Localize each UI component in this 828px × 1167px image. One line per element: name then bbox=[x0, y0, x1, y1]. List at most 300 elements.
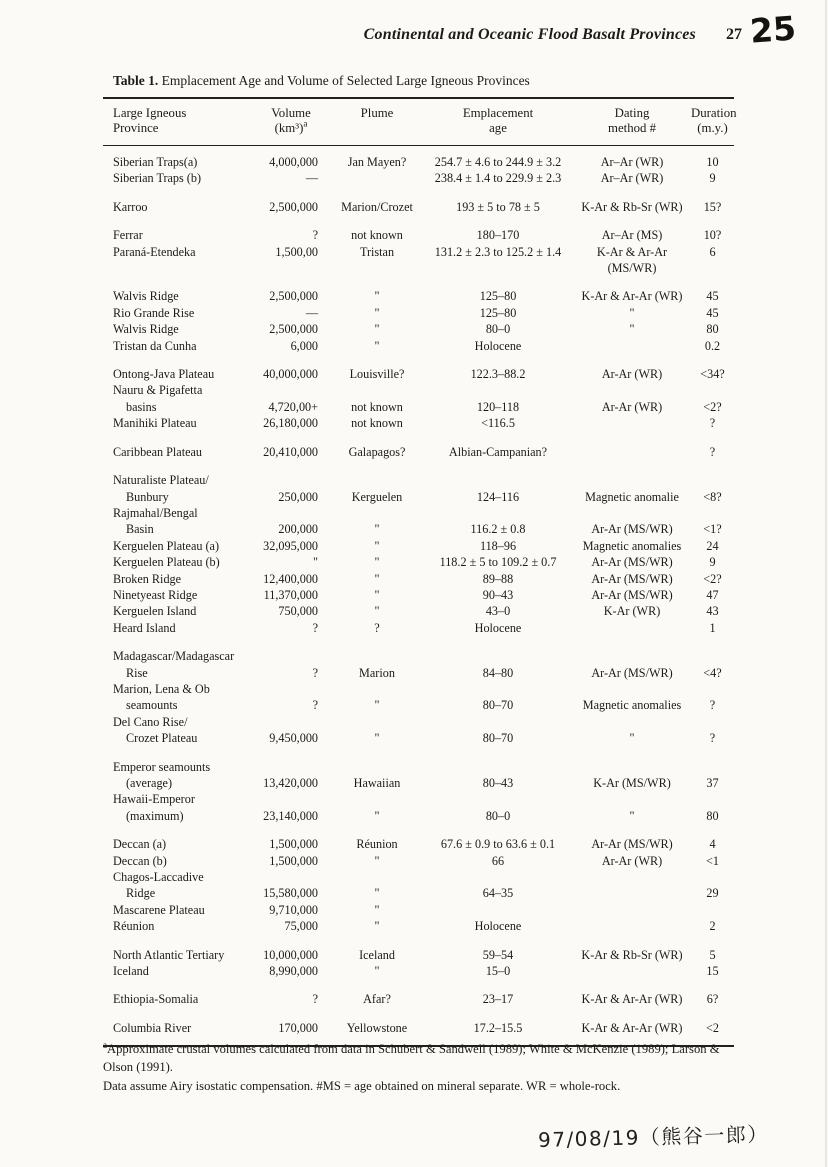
cell-plume: Réunion bbox=[356, 837, 398, 852]
cell-dating-method: " bbox=[629, 305, 635, 320]
cell-age: 238.4 ± 1.4 to 229.9 ± 2.3 bbox=[434, 171, 562, 186]
header-province-line1: Large Igneous bbox=[113, 106, 187, 120]
cell-province: Manihiki Plateau bbox=[113, 416, 197, 431]
cell-duration: 9 bbox=[709, 171, 716, 186]
cell-volume: ? bbox=[312, 620, 318, 635]
cell-duration: 6 bbox=[709, 244, 716, 259]
cell-volume: 750,000 bbox=[278, 604, 318, 619]
cell-dating-method: Ar-Ar (WR) bbox=[601, 367, 663, 382]
cell-duration: 37 bbox=[706, 776, 719, 790]
table-row bbox=[103, 791, 734, 807]
table-row bbox=[103, 991, 734, 1007]
cell-dating-method bbox=[573, 681, 691, 697]
cell-age: 89–88 bbox=[482, 571, 514, 586]
cell-plume bbox=[331, 170, 423, 186]
cell-duration bbox=[691, 648, 734, 664]
cell-plume: " bbox=[374, 964, 380, 979]
cell-plume: " bbox=[374, 338, 380, 353]
cell-plume bbox=[331, 681, 423, 697]
cell-age: 254.7 ± 4.6 to 244.9 ± 3.2 bbox=[434, 155, 562, 169]
cell-dating-method: Ar-Ar (MS/WR) bbox=[591, 665, 673, 680]
handwritten-date-note: 97/08/19（熊谷一郎） bbox=[537, 1121, 770, 1153]
table-row bbox=[103, 521, 734, 537]
cell-plume bbox=[331, 714, 423, 730]
cell-volume: 200,000 bbox=[278, 522, 318, 537]
cell-age: 80–70 bbox=[482, 698, 514, 713]
page-number: 27 bbox=[726, 26, 742, 43]
cell-province: Ethiopia-Somalia bbox=[113, 992, 199, 1007]
header-plume-line1: Plume bbox=[360, 106, 394, 120]
running-title: Continental and Oceanic Flood Basalt Provinces bbox=[363, 26, 696, 43]
cell-plume: " bbox=[374, 919, 380, 934]
cell-dating-method: K-Ar & Ar-Ar (MS/WR) bbox=[596, 244, 668, 276]
table-row bbox=[103, 170, 734, 186]
header-age-line1: Emplacement bbox=[462, 106, 534, 120]
cell-age bbox=[423, 714, 573, 730]
cell-province: Bunbury bbox=[126, 489, 169, 504]
cell-volume: 2,500,000 bbox=[269, 289, 318, 304]
volume-footnote-marker: a bbox=[303, 118, 308, 129]
cell-plume bbox=[331, 472, 423, 488]
cell-duration: <2 bbox=[706, 1020, 719, 1035]
table-caption-text: Emplacement Age and Volume of Selected Large Igneous Provinces bbox=[158, 73, 530, 88]
cell-duration bbox=[691, 505, 734, 521]
cell-province: North Atlantic Tertiary bbox=[113, 947, 225, 962]
cell-duration: <8? bbox=[703, 489, 722, 504]
cell-plume: " bbox=[374, 289, 380, 304]
cell-dating-method: Magnetic anomalie bbox=[585, 489, 679, 504]
cell-duration: 80 bbox=[706, 322, 719, 337]
cell-age: 23–17 bbox=[482, 992, 514, 1007]
table-row bbox=[103, 415, 734, 431]
cell-province: Basin bbox=[126, 522, 154, 537]
cell-province: Mascarene Plateau bbox=[113, 902, 205, 917]
cell-age bbox=[423, 902, 573, 918]
cell-volume: 4,720,00+ bbox=[268, 399, 318, 414]
cell-plume: " bbox=[374, 902, 380, 917]
cell-dating-method: K-Ar & Ar-Ar (WR) bbox=[581, 289, 683, 304]
cell-age: 193 ± 5 to 78 ± 5 bbox=[456, 199, 540, 214]
cell-dating-method: Ar–Ar (WR) bbox=[600, 155, 664, 169]
table-row bbox=[103, 869, 734, 885]
table-row bbox=[103, 305, 734, 321]
cell-dating-method: Ar-Ar (WR) bbox=[601, 853, 663, 868]
cell-province: Ferrar bbox=[113, 228, 143, 243]
cell-province: Emperor seamounts bbox=[113, 759, 211, 774]
cell-province: (maximum) bbox=[126, 808, 184, 823]
cell-plume: " bbox=[374, 587, 380, 602]
cell-age bbox=[423, 472, 573, 488]
cell-dating-method bbox=[573, 714, 691, 730]
table-row bbox=[103, 1020, 734, 1036]
cell-duration: 15 bbox=[706, 964, 719, 979]
cell-dating-method: Magnetic anomalies bbox=[582, 698, 682, 713]
cell-duration: <2? bbox=[703, 399, 722, 414]
table-row bbox=[103, 853, 734, 869]
cell-volume: 10,000,000 bbox=[263, 947, 318, 962]
cell-volume bbox=[251, 382, 331, 398]
cell-province: Deccan (b) bbox=[113, 853, 167, 868]
cell-age: 118–96 bbox=[479, 538, 517, 553]
table-row bbox=[103, 227, 734, 243]
table-group-gap bbox=[103, 1008, 734, 1020]
cell-province: Madagascar/Madagascar bbox=[113, 649, 235, 664]
table-body bbox=[103, 146, 734, 1045]
table-caption bbox=[113, 73, 530, 89]
cell-province: Ridge bbox=[126, 886, 156, 901]
cell-dating-method: K-Ar & Ar-Ar (WR) bbox=[581, 1020, 683, 1035]
header-duration-line1: Duration bbox=[691, 106, 737, 120]
table-row bbox=[103, 554, 734, 570]
cell-duration bbox=[691, 681, 734, 697]
cell-dating-method: K-Ar (WR) bbox=[603, 604, 661, 619]
cell-plume: " bbox=[374, 698, 380, 713]
header-duration bbox=[691, 106, 737, 136]
cell-duration: 4 bbox=[709, 837, 716, 852]
cell-plume: " bbox=[374, 571, 380, 586]
cell-age: 43–0 bbox=[485, 604, 511, 619]
table-header-row bbox=[103, 99, 737, 145]
cell-age: 59–54 bbox=[482, 947, 514, 962]
cell-dating-method bbox=[573, 869, 691, 885]
footnote-volumes: $^a$Approximate crustal volumes calculated from data in Schubert & Sandwell (1989); White & McKenzie (1989); Larson & Olson (1991). bbox=[103, 1039, 720, 1074]
cell-volume: — bbox=[305, 305, 318, 320]
cell-province: Heard Island bbox=[113, 620, 176, 635]
cell-plume: ? bbox=[374, 620, 380, 635]
cell-volume: 32,095,000 bbox=[263, 538, 318, 553]
cell-age: Holocene bbox=[474, 338, 522, 353]
cell-age: 116.2 ± 0.8 bbox=[470, 522, 526, 537]
cell-age: 80–0 bbox=[485, 322, 511, 337]
table-row bbox=[103, 366, 734, 382]
table-row bbox=[103, 399, 734, 415]
cell-plume: Marion bbox=[359, 665, 395, 680]
cell-duration: 0.2 bbox=[704, 338, 721, 353]
header-plume bbox=[331, 106, 423, 136]
cell-plume: Iceland bbox=[359, 947, 395, 962]
cell-volume: 13,420,000 bbox=[263, 776, 318, 790]
cell-dating-method: K-Ar & Rb-Sr (WR) bbox=[581, 947, 683, 962]
cell-province: Kerguelen Island bbox=[113, 604, 197, 619]
table-row bbox=[103, 665, 734, 681]
cell-dating-method bbox=[573, 505, 691, 521]
cell-volume: 15,580,000 bbox=[263, 886, 318, 901]
table-group-gap bbox=[103, 979, 734, 991]
cell-plume bbox=[331, 382, 423, 398]
cell-plume: Tristan bbox=[359, 244, 395, 259]
cell-dating-method: Ar-Ar (WR) bbox=[601, 399, 663, 414]
cell-duration: 6? bbox=[706, 992, 719, 1007]
table-group-gap bbox=[103, 824, 734, 836]
cell-province: Walvis Ridge bbox=[113, 322, 179, 337]
cell-plume: " bbox=[374, 604, 380, 619]
header-age-line2: age bbox=[489, 121, 507, 135]
header-province-line2: Province bbox=[113, 121, 159, 135]
header-duration-line2: (m.y.) bbox=[697, 121, 728, 135]
cell-volume: 9,710,000 bbox=[269, 902, 318, 917]
cell-province: Ontong-Java Plateau bbox=[113, 367, 215, 382]
cell-volume: 1,500,000 bbox=[269, 853, 318, 868]
table-group-gap bbox=[103, 276, 734, 288]
table-row bbox=[103, 808, 734, 824]
cell-dating-method bbox=[573, 415, 691, 431]
cell-duration: 80 bbox=[706, 808, 719, 823]
table bbox=[103, 97, 737, 1047]
cell-plume bbox=[331, 648, 423, 664]
cell-plume: not known bbox=[351, 228, 403, 243]
cell-dating-method: Ar–Ar (MS) bbox=[601, 228, 663, 243]
cell-age bbox=[423, 505, 573, 521]
header-method bbox=[573, 106, 691, 136]
cell-province: Chagos-Laccadive bbox=[113, 870, 204, 885]
cell-duration bbox=[691, 791, 734, 807]
cell-volume: 6,000 bbox=[290, 338, 318, 353]
cell-volume: 1,500,00 bbox=[275, 244, 318, 259]
header-volume-line2: $(km^3)^a$ bbox=[274, 118, 308, 135]
cell-duration: <4? bbox=[703, 665, 722, 680]
cell-age: 125–80 bbox=[479, 305, 517, 320]
cell-age: 180–170 bbox=[476, 228, 520, 243]
cell-age bbox=[423, 648, 573, 664]
table-row bbox=[103, 587, 734, 603]
cell-volume: ? bbox=[312, 228, 318, 243]
cell-age: 124–116 bbox=[476, 489, 520, 504]
cell-dating-method bbox=[573, 472, 691, 488]
cell-duration: 2 bbox=[709, 919, 716, 934]
cell-age: 84–80 bbox=[482, 665, 514, 680]
table-row bbox=[103, 759, 734, 775]
cell-age: 80–70 bbox=[482, 731, 514, 746]
table-row bbox=[103, 603, 734, 619]
cell-plume bbox=[331, 791, 423, 807]
cell-volume: 170,000 bbox=[278, 1020, 318, 1035]
cell-province: seamounts bbox=[126, 698, 178, 713]
cell-volume: ? bbox=[312, 698, 318, 713]
cell-province: basins bbox=[126, 399, 157, 414]
cell-duration: <34? bbox=[700, 367, 725, 382]
table-row bbox=[103, 836, 734, 852]
table-row bbox=[103, 489, 734, 505]
cell-dating-method: K-Ar (MS/WR) bbox=[593, 776, 671, 790]
cell-province: Columbia River bbox=[113, 1020, 192, 1035]
cell-province: Kerguelen Plateau (b) bbox=[113, 555, 220, 570]
cell-duration bbox=[691, 759, 734, 775]
table-row bbox=[103, 775, 734, 791]
cell-age: 64–35 bbox=[482, 886, 514, 901]
cell-duration: 45 bbox=[706, 305, 719, 320]
cell-duration: 15? bbox=[703, 199, 722, 214]
cell-province: Hawaii-Emperor bbox=[113, 792, 195, 807]
table-row bbox=[103, 885, 734, 901]
cell-volume: 9,450,000 bbox=[269, 731, 318, 746]
cell-volume bbox=[251, 791, 331, 807]
cell-duration: 45 bbox=[706, 289, 719, 304]
cell-plume: Afar? bbox=[363, 992, 391, 1007]
cell-plume: " bbox=[374, 808, 380, 823]
cell-plume bbox=[331, 759, 423, 775]
cell-age bbox=[423, 759, 573, 775]
cell-duration bbox=[691, 869, 734, 885]
cell-dating-method bbox=[573, 620, 691, 636]
cell-volume bbox=[251, 681, 331, 697]
table-group-gap bbox=[103, 747, 734, 759]
cell-duration: ? bbox=[709, 416, 716, 431]
cell-plume bbox=[331, 869, 423, 885]
cell-duration: 10 bbox=[706, 155, 719, 169]
cell-dating-method bbox=[573, 648, 691, 664]
cell-dating-method bbox=[573, 902, 691, 918]
cell-duration bbox=[691, 714, 734, 730]
cell-province: Broken Ridge bbox=[113, 571, 182, 586]
table-row bbox=[103, 620, 734, 636]
cell-province: Paraná-Etendeka bbox=[113, 244, 196, 259]
cell-dating-method bbox=[573, 382, 691, 398]
cell-volume: ? bbox=[312, 992, 318, 1007]
header-age bbox=[423, 106, 573, 136]
table-group-gap bbox=[103, 935, 734, 947]
cell-plume: " bbox=[374, 886, 380, 901]
cell-age bbox=[423, 382, 573, 398]
cell-province: Nauru & Pigafetta bbox=[113, 383, 203, 398]
table-row bbox=[103, 571, 734, 587]
cell-plume: " bbox=[374, 305, 380, 320]
cell-province: Caribbean Plateau bbox=[113, 444, 203, 459]
cell-dating-method bbox=[573, 963, 691, 979]
cell-volume bbox=[251, 714, 331, 730]
cell-plume: not known bbox=[351, 399, 403, 414]
cell-plume bbox=[331, 505, 423, 521]
cell-dating-method bbox=[573, 885, 691, 901]
cell-province: (average) bbox=[126, 776, 173, 790]
cell-plume: Hawaiian bbox=[353, 776, 401, 790]
cell-duration: 5 bbox=[709, 947, 716, 962]
cell-plume: Galapagos? bbox=[348, 444, 406, 459]
table-row bbox=[103, 681, 734, 697]
cell-province: Tristan da Cunha bbox=[113, 338, 197, 353]
cell-dating-method: Ar-Ar (MS/WR) bbox=[591, 571, 673, 586]
cell-duration bbox=[691, 382, 734, 398]
footnote-methods: Data assume Airy isostatic compensation. #MS = age obtained on mineral separate. WR = whole-rock. bbox=[103, 1079, 621, 1093]
cell-duration bbox=[691, 902, 734, 918]
cell-province: Del Cano Rise/ bbox=[113, 714, 188, 729]
table-row bbox=[103, 648, 734, 664]
table-row bbox=[103, 154, 734, 170]
cell-duration: <1 bbox=[706, 853, 719, 868]
table-group-gap bbox=[103, 215, 734, 227]
cell-age bbox=[423, 869, 573, 885]
cell-volume: 2,500,000 bbox=[269, 322, 318, 337]
cell-plume: " bbox=[374, 522, 380, 537]
footnote-marker-a: a bbox=[103, 1039, 107, 1050]
cell-age: 122.3–88.2 bbox=[470, 367, 526, 382]
table-row bbox=[103, 538, 734, 554]
cell-province: Kerguelen Plateau (a) bbox=[113, 538, 220, 553]
header-method-line1: Dating bbox=[614, 106, 650, 120]
table-group-gap bbox=[103, 460, 734, 472]
table-row bbox=[103, 714, 734, 730]
cell-plume: not known bbox=[351, 416, 403, 431]
cell-age: 120–118 bbox=[476, 399, 520, 414]
cell-dating-method: K-Ar & Ar-Ar (WR) bbox=[581, 992, 683, 1007]
cell-dating-method: Ar–Ar (WR) bbox=[600, 171, 664, 186]
cell-volume: 20,410,000 bbox=[263, 444, 318, 459]
cell-dating-method: K-Ar & Rb-Sr (WR) bbox=[581, 199, 683, 214]
cell-age: 67.6 ± 0.9 to 63.6 ± 0.1 bbox=[440, 837, 556, 852]
cell-volume bbox=[251, 869, 331, 885]
cell-province: Rio Grande Rise bbox=[113, 305, 195, 320]
cell-age: 15–0 bbox=[485, 964, 511, 979]
cell-age bbox=[423, 791, 573, 807]
header-volume-line1: Volume bbox=[271, 106, 311, 120]
table-row bbox=[103, 199, 734, 215]
header-method-line2: method # bbox=[608, 121, 656, 135]
cell-duration: <1? bbox=[703, 522, 722, 537]
table-row bbox=[103, 472, 734, 488]
cell-volume: 8,990,000 bbox=[269, 964, 318, 979]
cell-volume: 2,500,000 bbox=[269, 199, 318, 214]
cell-age: Holocene bbox=[474, 919, 522, 934]
cell-duration: 9 bbox=[709, 555, 716, 570]
cell-plume: Marion/Crozet bbox=[341, 199, 413, 214]
table-row bbox=[103, 963, 734, 979]
cell-plume: Yellowstone bbox=[346, 1020, 408, 1035]
cell-duration: 10? bbox=[703, 228, 722, 243]
table-row bbox=[103, 947, 734, 963]
cell-age: 66 bbox=[491, 853, 505, 868]
cell-plume: " bbox=[374, 322, 380, 337]
cell-plume: Jan Mayen? bbox=[347, 155, 407, 169]
cell-province: Ninetyeast Ridge bbox=[113, 587, 198, 602]
table-row bbox=[103, 244, 734, 277]
cell-duration: <2? bbox=[703, 571, 722, 586]
cell-dating-method: Ar-Ar (MS/WR) bbox=[591, 837, 673, 852]
cell-duration: ? bbox=[709, 731, 716, 746]
cell-volume: 250,000 bbox=[278, 489, 318, 504]
cell-plume: " bbox=[374, 731, 380, 746]
cell-dating-method: Ar-Ar (MS/WR) bbox=[591, 522, 673, 537]
cell-plume: Louisville? bbox=[349, 367, 405, 382]
cell-province: Iceland bbox=[113, 964, 149, 979]
cell-duration: ? bbox=[709, 444, 716, 459]
cell-plume: " bbox=[374, 555, 380, 570]
cell-dating-method bbox=[573, 759, 691, 775]
table-row bbox=[103, 288, 734, 304]
cell-dating-method: " bbox=[629, 808, 635, 823]
table-row bbox=[103, 321, 734, 337]
cell-age: 90–43 bbox=[482, 587, 514, 602]
cell-duration: 24 bbox=[706, 538, 719, 553]
cell-age bbox=[423, 681, 573, 697]
cell-volume: ? bbox=[312, 665, 318, 680]
cell-province: Naturaliste Plateau/ bbox=[113, 473, 209, 488]
cell-plume: " bbox=[374, 853, 380, 868]
table-row bbox=[103, 697, 734, 713]
cell-volume: 4,000,000 bbox=[269, 155, 318, 169]
cell-dating-method: Ar-Ar (MS/WR) bbox=[591, 555, 673, 570]
cell-age: 80–0 bbox=[485, 808, 511, 823]
cell-volume: 75,000 bbox=[284, 919, 318, 934]
table-row bbox=[103, 730, 734, 746]
cell-age: Albian-Campanian? bbox=[448, 444, 548, 459]
cell-volume bbox=[251, 505, 331, 521]
cell-dating-method: Ar-Ar (MS/WR) bbox=[591, 587, 673, 602]
cell-province: Marion, Lena & Ob bbox=[113, 681, 210, 696]
header-province bbox=[103, 106, 251, 136]
cell-dating-method bbox=[573, 338, 691, 354]
cell-plume: " bbox=[374, 538, 380, 553]
table-group-gap bbox=[103, 354, 734, 366]
cell-dating-method bbox=[573, 918, 691, 934]
